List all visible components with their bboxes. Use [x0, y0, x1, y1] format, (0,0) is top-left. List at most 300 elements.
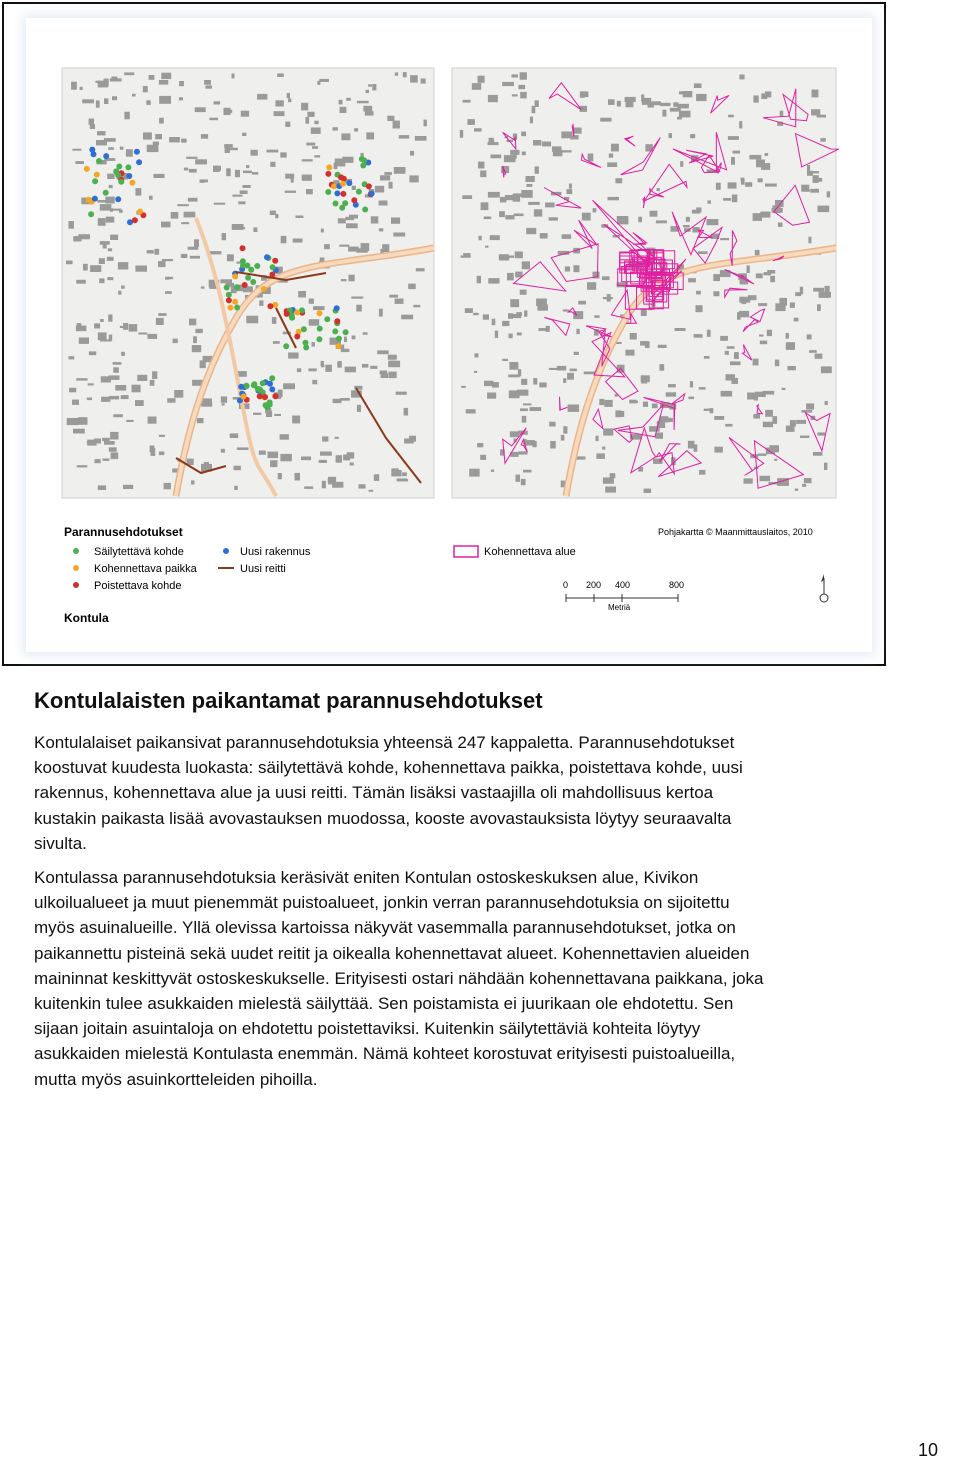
building-block [404, 408, 409, 416]
building-block [100, 319, 104, 322]
scale-tick-200: 200 [586, 580, 602, 590]
suggestion-point [336, 343, 342, 349]
building-block [650, 211, 658, 217]
building-block [78, 417, 88, 425]
suggestion-point [325, 171, 331, 177]
suggestion-point [331, 183, 337, 189]
building-block [788, 366, 796, 370]
building-block [491, 470, 494, 472]
scale-tick-0: 0 [563, 580, 569, 590]
building-block [243, 185, 251, 188]
building-block [98, 332, 107, 340]
building-block [165, 291, 172, 294]
building-block [526, 228, 536, 234]
paragraph-2-line: kuitenkin tulee asukkaiden mielestä säilyttää. Sen poistamista ei juurikaan ole ehdotettu. Sen [34, 994, 734, 1014]
building-block [484, 381, 493, 386]
building-block [298, 291, 306, 298]
building-block [69, 221, 74, 229]
building-block [179, 97, 183, 100]
building-block [200, 180, 208, 183]
suggestion-point [86, 197, 92, 203]
building-block [677, 104, 689, 109]
right-map [452, 68, 839, 498]
building-block [270, 211, 276, 215]
building-block [226, 168, 231, 176]
legend-label-kohennettava: Kohennettava paikka [94, 563, 197, 575]
building-block [818, 206, 830, 213]
building-block [272, 317, 277, 324]
building-block [656, 220, 667, 223]
building-block [694, 83, 702, 88]
building-block [739, 311, 749, 317]
building-block [680, 161, 683, 167]
suggestion-point [332, 328, 338, 334]
building-block [100, 204, 112, 211]
building-block [147, 250, 154, 253]
building-block [603, 477, 614, 483]
building-block [158, 261, 166, 267]
legend-area-swatch [454, 546, 478, 557]
building-block [201, 286, 205, 288]
building-block [469, 469, 479, 477]
suggestion-point [241, 394, 247, 400]
building-block [280, 434, 289, 440]
building-block [214, 203, 225, 205]
building-block [103, 459, 110, 461]
building-block [704, 409, 714, 411]
building-block [596, 453, 605, 459]
building-block [561, 435, 565, 441]
building-block [313, 306, 325, 310]
building-block [474, 371, 477, 373]
building-block [124, 112, 129, 120]
building-block [526, 184, 532, 187]
building-block [720, 238, 729, 240]
building-block [75, 161, 84, 164]
building-block [696, 94, 707, 101]
suggestion-point [136, 159, 142, 165]
building-block [772, 416, 777, 424]
building-block [333, 127, 338, 130]
building-block [466, 409, 476, 413]
building-block [643, 402, 648, 407]
building-block [582, 213, 591, 221]
suggestion-point [126, 173, 132, 179]
building-block [821, 366, 832, 373]
building-block [234, 466, 241, 471]
building-block [424, 120, 427, 127]
building-block [580, 91, 585, 97]
suggestion-point [132, 217, 138, 223]
building-block [365, 111, 374, 115]
building-block [725, 424, 732, 427]
building-block [234, 486, 238, 490]
building-block [213, 166, 220, 172]
building-block [190, 256, 200, 259]
building-block [106, 217, 115, 223]
building-block [512, 94, 518, 96]
building-block [515, 252, 523, 259]
building-block [744, 478, 753, 483]
building-block [227, 254, 234, 261]
building-block [99, 278, 104, 283]
legend-dot-red [73, 582, 79, 588]
paragraph-1 [34, 730, 914, 856]
building-block [462, 195, 472, 199]
building-block [222, 233, 226, 240]
building-block [749, 155, 761, 160]
building-block [465, 308, 473, 313]
suggestion-point [272, 258, 278, 264]
suggestion-point [334, 190, 340, 196]
suggestion-point [92, 196, 98, 202]
building-block [651, 101, 661, 105]
suggestion-point [264, 254, 270, 260]
building-block [642, 98, 651, 105]
building-block [790, 420, 796, 426]
building-block [153, 142, 159, 146]
legend-label-uusi-reitti: Uusi reitti [240, 563, 286, 575]
building-block [115, 385, 126, 391]
building-block [491, 155, 502, 159]
suggestion-point [362, 207, 368, 213]
building-block [800, 436, 809, 438]
building-block [357, 101, 369, 104]
building-block [753, 359, 759, 366]
building-block [195, 329, 202, 333]
building-block [533, 140, 541, 146]
building-block [808, 237, 811, 244]
building-block [713, 274, 720, 281]
building-block [747, 265, 750, 273]
building-block [104, 441, 115, 445]
building-block [159, 80, 168, 85]
suggestion-point [317, 310, 323, 316]
building-block [753, 95, 758, 102]
building-block [97, 131, 106, 135]
building-block [129, 324, 138, 332]
building-block [273, 341, 280, 344]
building-block [174, 390, 183, 398]
building-block [306, 189, 313, 194]
building-block [625, 97, 636, 102]
building-block [766, 448, 775, 455]
suggestion-point [255, 386, 261, 392]
building-block [167, 398, 175, 403]
building-block [374, 474, 379, 481]
building-block [149, 75, 155, 80]
building-block [410, 151, 414, 156]
building-block [229, 148, 238, 151]
building-block [90, 265, 101, 272]
building-block [473, 313, 479, 315]
suggestion-point [272, 393, 278, 399]
building-block [95, 459, 101, 463]
building-block [280, 454, 292, 461]
building-block [727, 346, 735, 349]
building-block [549, 422, 555, 427]
building-block [809, 350, 817, 353]
building-block [66, 261, 73, 265]
building-block [483, 314, 489, 319]
suggestion-point [115, 172, 121, 178]
building-block [565, 266, 570, 271]
suggestion-point [326, 164, 332, 170]
building-block [325, 365, 332, 372]
building-block [763, 422, 773, 428]
building-block [169, 137, 180, 142]
building-block [721, 391, 733, 397]
building-block [567, 189, 573, 194]
building-block [96, 100, 100, 107]
legend-left [64, 525, 311, 625]
building-block [121, 352, 125, 356]
building-block [306, 143, 315, 146]
building-block [542, 142, 551, 147]
building-block [322, 436, 328, 441]
building-block [69, 388, 76, 393]
building-block [761, 93, 767, 99]
building-block [720, 336, 728, 341]
building-block [277, 73, 284, 77]
building-block [568, 405, 580, 412]
building-block [475, 353, 479, 357]
building-block [204, 462, 209, 468]
building-block [488, 278, 499, 284]
building-block [679, 111, 691, 118]
building-block [108, 147, 114, 150]
suggestion-point [134, 149, 140, 155]
building-block [599, 399, 604, 405]
building-block [669, 133, 673, 138]
building-block [292, 416, 300, 424]
paragraph-2-line: maininnat keskittyvät ostoskeskukselle. Erityisesti ostari nähdään kohennettavana paikkana, joka [34, 968, 764, 988]
building-block [765, 153, 769, 156]
suggestion-point [115, 196, 121, 202]
building-block [714, 416, 724, 420]
building-block [126, 420, 133, 422]
building-block [810, 171, 820, 173]
building-block [194, 239, 199, 247]
building-block [237, 447, 249, 450]
paragraph-1-line: koostuvat kuudesta luokasta: säilytettävä kohde, kohennettava paikka, poistettava kohde, uusi [34, 758, 743, 778]
building-block [539, 383, 546, 388]
suggestion-point [96, 158, 102, 164]
building-block [763, 391, 775, 395]
legend-label-sailytettava: Säilytettävä kohde [94, 546, 184, 558]
building-block [461, 386, 466, 388]
building-block [758, 303, 767, 306]
building-block [775, 360, 779, 367]
legend-dot-orange [73, 565, 79, 571]
building-block [688, 278, 696, 282]
suggestion-point [269, 375, 275, 381]
building-block [118, 262, 128, 269]
building-block [351, 297, 363, 299]
building-block [694, 334, 703, 338]
building-block [616, 411, 625, 417]
building-block [352, 186, 356, 190]
suggestion-point [118, 179, 124, 185]
building-block [195, 159, 207, 164]
building-block [713, 291, 719, 296]
building-block [499, 211, 505, 217]
building-block [733, 151, 741, 154]
map-credit: Pohjakartta © Maanmittauslaitos, 2010 [658, 527, 813, 537]
building-block [725, 351, 729, 355]
building-block [366, 132, 374, 139]
building-block [253, 227, 257, 232]
building-block [379, 201, 388, 206]
building-block [472, 83, 481, 90]
building-block [171, 212, 179, 219]
building-block [274, 414, 281, 416]
building-block [509, 334, 513, 339]
building-block [297, 368, 301, 372]
building-block [578, 301, 586, 305]
building-block [490, 235, 500, 240]
building-block [295, 473, 301, 481]
building-block [274, 111, 285, 116]
building-block [253, 413, 261, 415]
building-block [474, 128, 482, 131]
building-block [97, 200, 106, 203]
building-block [807, 165, 810, 172]
suggestion-point [334, 318, 340, 324]
building-block [132, 94, 136, 97]
building-block [817, 432, 825, 435]
north-arrow-icon [820, 574, 828, 602]
building-block [224, 108, 231, 115]
building-block [739, 75, 744, 80]
suggestion-point [270, 264, 276, 270]
suggestion-point [226, 292, 232, 298]
building-block [748, 295, 757, 300]
building-block [562, 150, 572, 152]
page-number: 10 [917, 1440, 938, 1460]
building-block [723, 198, 731, 201]
building-block [108, 248, 112, 251]
building-block [461, 256, 471, 258]
building-block [734, 352, 739, 359]
building-block [109, 375, 120, 380]
building-block [345, 217, 354, 220]
building-block [813, 175, 819, 183]
building-block [567, 373, 574, 380]
suggestion-point [240, 245, 246, 251]
building-block [149, 196, 153, 200]
building-block [730, 361, 741, 365]
suggestion-point [340, 181, 346, 187]
suggestion-point [284, 311, 290, 317]
building-block [657, 188, 660, 191]
building-block [563, 378, 566, 383]
building-block [301, 457, 311, 461]
building-block [502, 82, 514, 86]
building-block [370, 366, 377, 369]
building-block [413, 305, 420, 308]
suggestion-point [294, 309, 300, 315]
building-block [152, 371, 157, 379]
building-block [363, 332, 368, 335]
building-block [112, 209, 121, 211]
building-block [535, 166, 539, 173]
building-block [120, 147, 124, 150]
building-block [759, 476, 770, 481]
building-block [73, 236, 81, 241]
legend-label-kohennettava-alue: Kohennettava alue [484, 546, 576, 558]
building-block [528, 202, 540, 205]
suggestion-point [324, 316, 330, 322]
building-block [267, 150, 279, 153]
building-block [764, 272, 772, 275]
building-block [161, 73, 171, 79]
building-block [346, 98, 351, 101]
building-block [201, 134, 208, 139]
building-block [191, 480, 195, 484]
building-block [499, 254, 509, 260]
building-block [393, 233, 405, 237]
building-block [102, 438, 110, 441]
building-block [285, 191, 296, 193]
building-block [143, 86, 148, 92]
building-block [259, 300, 263, 306]
building-block [352, 336, 356, 340]
building-block [629, 400, 636, 404]
building-block [80, 87, 83, 90]
building-block [519, 451, 528, 454]
building-block [516, 475, 521, 482]
building-block [321, 229, 324, 233]
building-block [397, 478, 408, 481]
building-block [530, 117, 533, 124]
building-block [477, 443, 483, 447]
building-block [403, 72, 407, 77]
building-block [73, 429, 85, 434]
building-block [660, 103, 670, 106]
building-block [112, 77, 118, 82]
building-block [221, 449, 225, 453]
building-block [608, 99, 615, 105]
paragraph-1-line: Kontulalaiset paikansivat parannusehdotuksia yhteensä 247 kappaletta. Parannusehdotukset [34, 733, 735, 752]
building-block [156, 318, 164, 325]
building-block [72, 400, 79, 405]
building-block [526, 176, 535, 182]
building-block [67, 418, 79, 425]
building-block [576, 329, 579, 334]
building-block [173, 339, 178, 344]
building-block [658, 345, 667, 348]
building-block [707, 330, 711, 337]
building-block [741, 178, 745, 181]
building-block [337, 361, 342, 368]
building-block [285, 122, 290, 127]
building-block [195, 107, 206, 112]
building-block [574, 265, 580, 272]
building-block [312, 146, 318, 149]
building-block [416, 268, 425, 271]
suggestion-point [234, 305, 240, 311]
building-block [181, 254, 188, 258]
building-block [341, 349, 350, 352]
building-block [759, 335, 764, 337]
suggestion-point [238, 384, 244, 390]
building-block [520, 92, 527, 99]
building-block [467, 119, 475, 125]
building-block [240, 190, 248, 194]
building-block [205, 85, 212, 88]
building-block [641, 378, 647, 383]
